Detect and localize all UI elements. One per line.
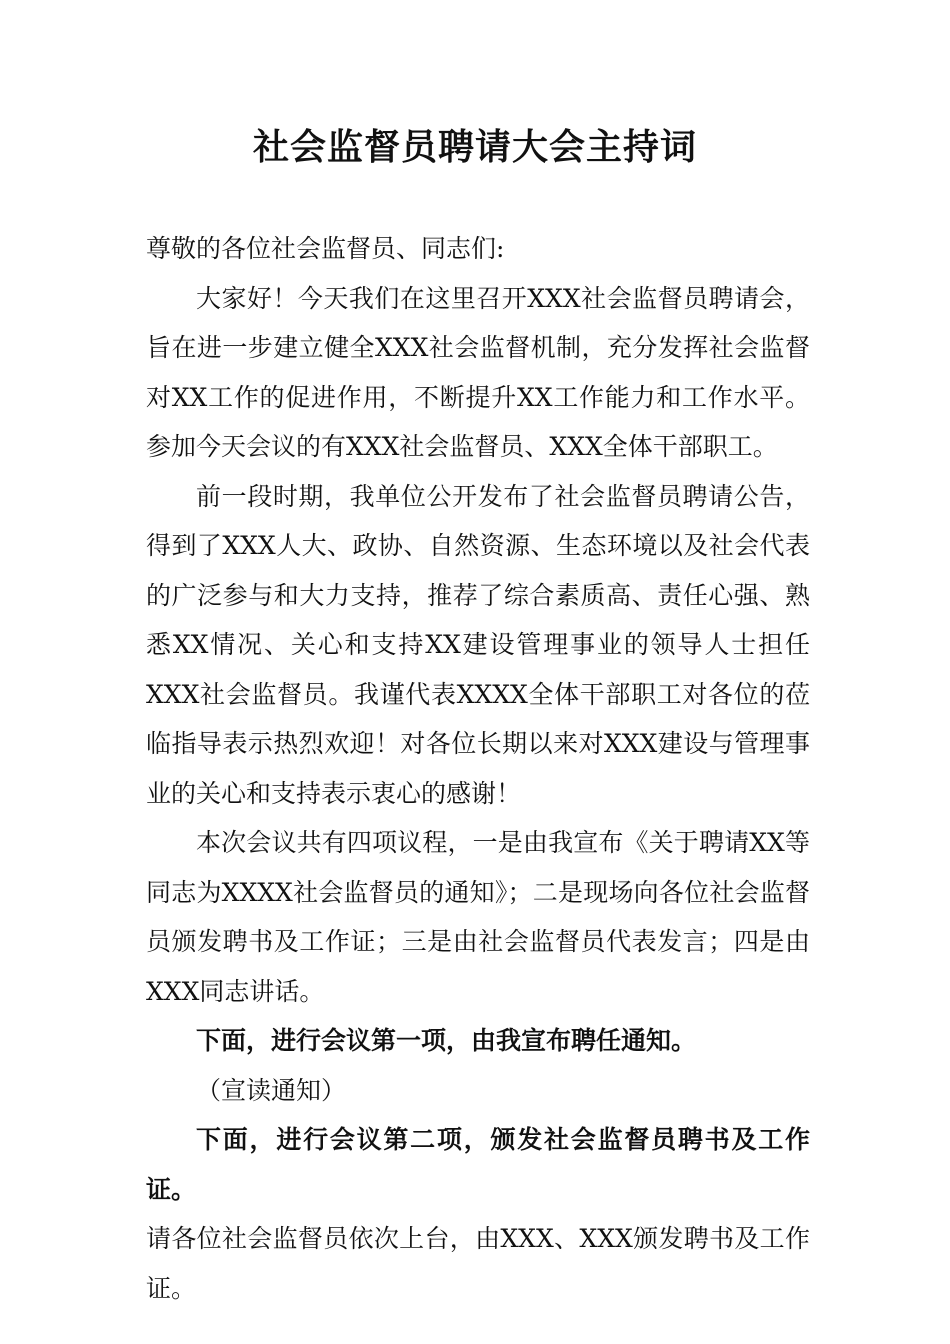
document-title: 社会监督员聘请大会主持词 <box>252 126 697 168</box>
agenda-item-1-note: （宣读通知） <box>196 1075 347 1105</box>
document-body <box>146 224 810 1313</box>
paragraph-agenda: 本次会议共有四项议程，一是由我宣布《关于聘请XX等同志为XXXX社会监督员的通知》；二是现场向各位社会监督员颁发聘书及工作证；三是由社会监督员代表发言；四是由XXX同志讲话。 <box>146 828 810 1006</box>
agenda-item-1-heading: 下面，进行会议第一项，由我宣布聘任通知。 <box>196 1026 697 1055</box>
paragraph-background: 前一段时期，我单位公开发布了社会监督员聘请公告，得到了XXX人大、政协、自然资源、生态环境以及社会代表的广泛参与和大力支持，推荐了综合素质高、责任心强、熟悉XX情况、关心和支持XX建设管理事业的领导人士担任XXX社会监督员。我谨代表XXXX全体干部职工对各位的莅临指导表示热烈欢迎！对各位长期以来对XXX建设与管理事业的关心和支持表示衷心的感谢！ <box>146 481 810 808</box>
paragraph-opening: 大家好！今天我们在这里召开XXX社会监督员聘请会，旨在进一步建立健全XXX社会监督机制，充分发挥社会监督对XX工作的促进作用，不断提升XX工作能力和工作水平。参加今天会议的有XXX社会监督员、XXX全体干部职工。 <box>146 283 810 461</box>
agenda-item-2-text: 请各位社会监督员依次上台，由XXX、XXX颁发聘书及工作证。 <box>146 1224 810 1303</box>
salutation: 尊敬的各位社会监督员、同志们: <box>146 234 505 263</box>
agenda-item-2-heading: 下面，进行会议第二项，颁发社会监督员聘书及工作证。 <box>146 1125 810 1204</box>
